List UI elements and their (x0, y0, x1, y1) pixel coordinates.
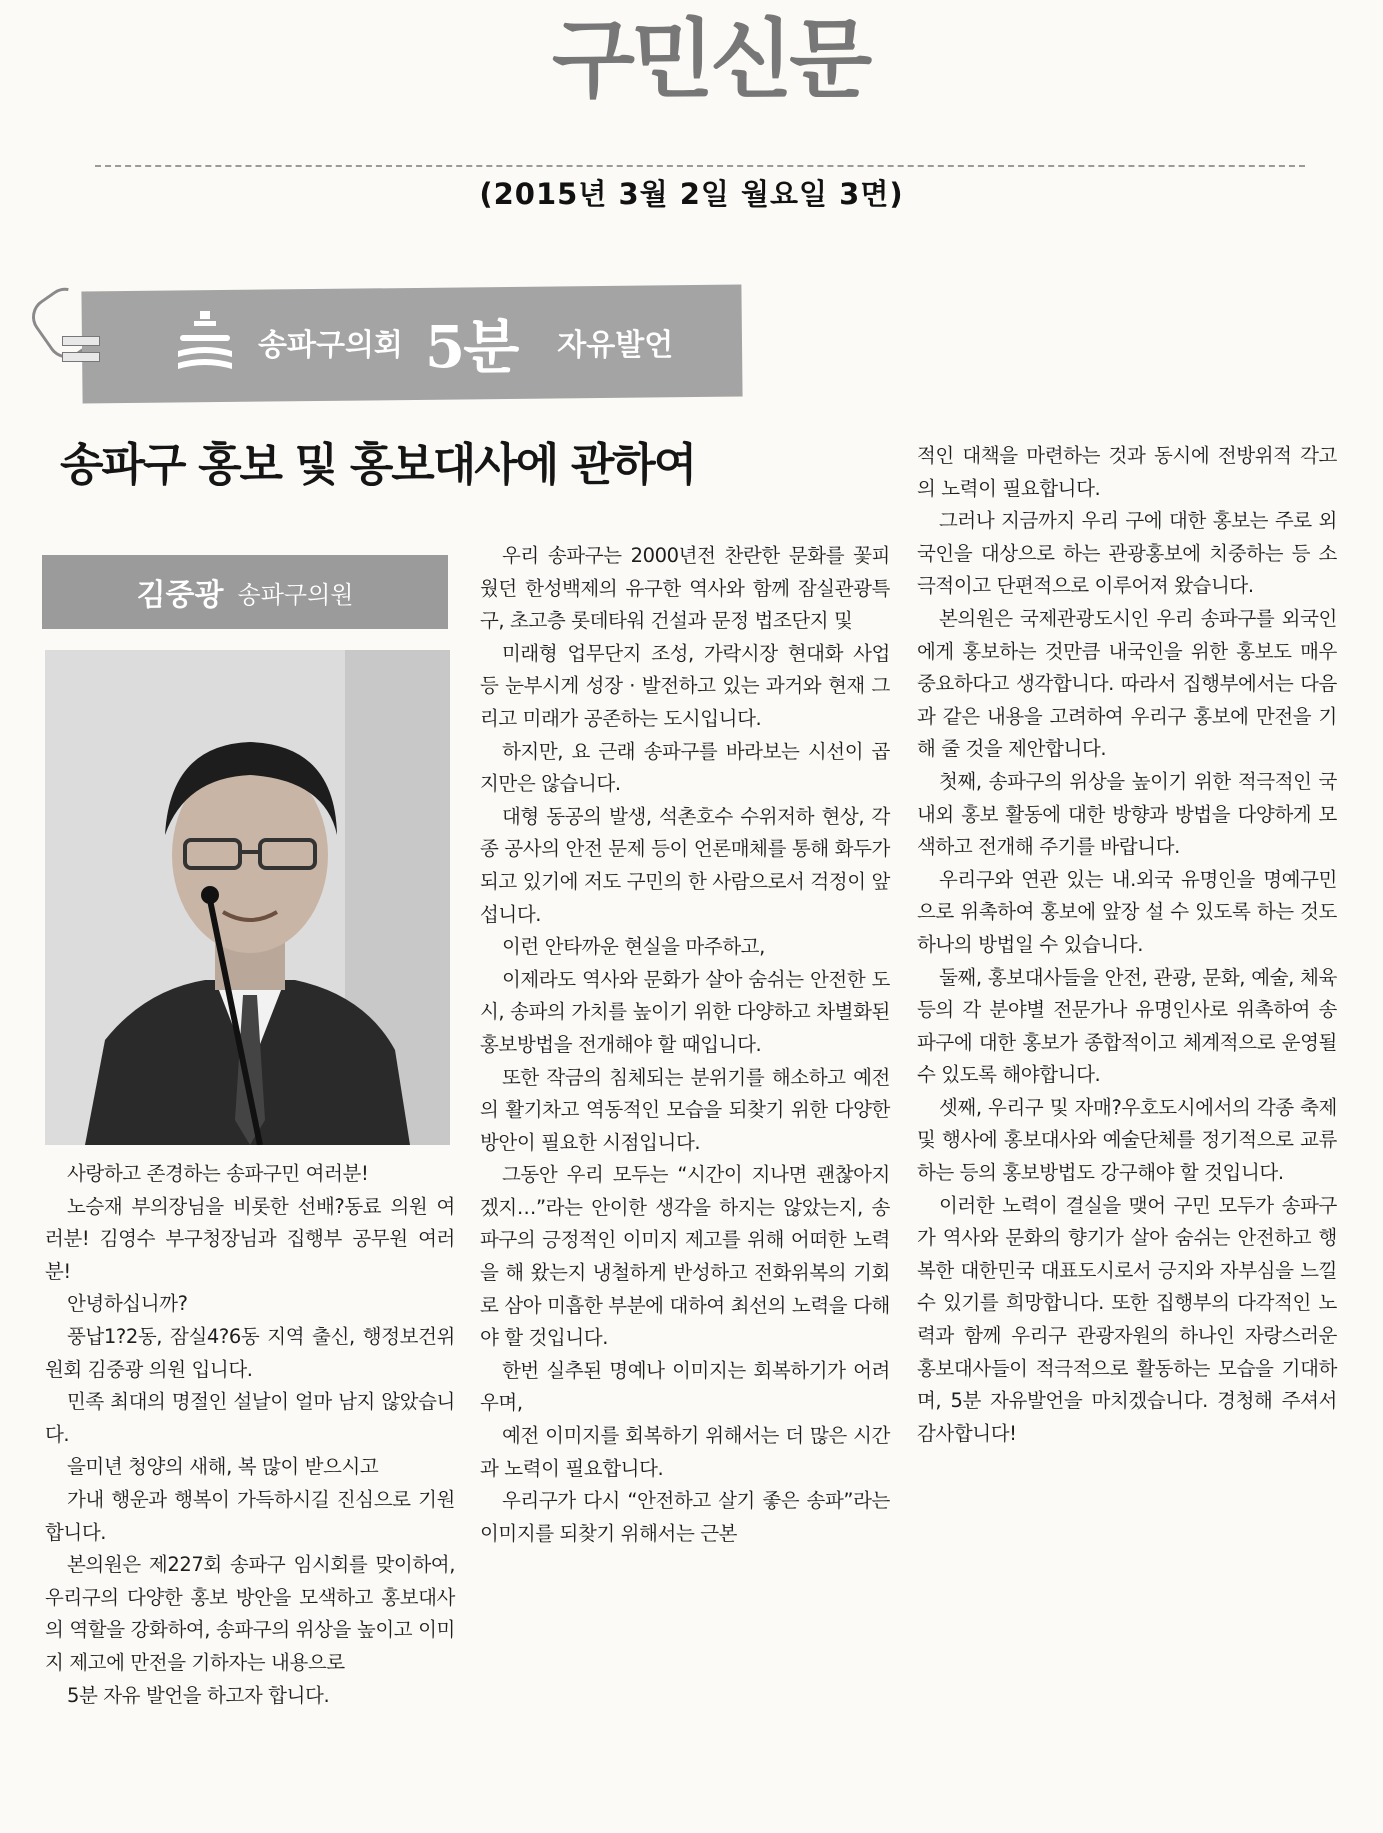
paragraph: 우리 송파구는 2000년전 찬란한 문화를 꽃피웠던 한성백제의 유구한 역사와 함께 잠실관광특구, 초고층 롯데타워 건설과 문정 법조단지 및 (480, 544, 890, 633)
article-column-3 (917, 440, 1337, 1450)
author-role: 송파구의원 (237, 580, 354, 609)
banner-prefix: 송파구의회 (258, 328, 403, 363)
paragraph: 가내 행운과 행복이 가득하시길 진심으로 기원합니다. (45, 1487, 455, 1544)
paragraph: 첫째, 송파구의 위상을 높이기 위한 적극적인 국내외 홍보 활동에 대한 방향과 방법을 다양하게 모색하고 전개해 주기를 바랍니다. (917, 769, 1337, 859)
paragraph: 이제라도 역사와 문화가 살아 숨쉬는 안전한 도시, 송파의 가치를 높이기 위한 다양하고 차별화된 홍보방법을 전개해야 할 때입니다. (480, 967, 890, 1056)
paragraph: 그러나 지금까지 우리 구에 대한 홍보는 주로 외국인을 대상으로 하는 관광홍보에 치중하는 등 소극적이고 단편적으로 이루어져 왔습니다. (917, 509, 1337, 598)
paragraph: 우리구가 다시 “안전하고 살기 좋은 송파”라는 이미지를 되찾기 위해서는 근본 (480, 1489, 890, 1545)
author-photo (45, 650, 450, 1145)
author-name: 김중광 (136, 578, 224, 613)
article-column-1 (45, 1158, 455, 1712)
paragraph: 5분 자유 발언을 하고자 합니다. (67, 1683, 330, 1707)
paragraph: 본의원은 국제관광도시인 우리 송파구를 외국인에게 홍보하는 것만큼 내국인을 위한 홍보도 매우 중요하다고 생각합니다. 따라서 집행부에서는 다음과 같은 내용을 고려하여 우리구 홍보에 만전을 기해 줄 것을 제안합니다. (917, 606, 1337, 761)
banner-five-minutes: 5분 (424, 313, 518, 381)
paragraph: 한번 실추된 명예나 이미지는 회복하기가 어려우며, (480, 1358, 890, 1415)
paragraph: 적인 대책을 마련하는 것과 동시에 전방위적 각고의 노력이 필요합니다. (917, 444, 1337, 500)
paragraph: 이러한 노력이 결실을 맺어 구민 모두가 송파구가 역사와 문화의 향기가 살아 숨쉬는 안전하고 행복한 대한민국 대표도시로서 긍지와 자부심을 느낄 수 있기를 희망합니다. 또한 집행부의 다각적인 노력과 함께 우리구 관광자원의 하나인 자랑스러운 홍보대사들이 적극적으로 활동하는 모습을 기대하며, 5분 자유발언을 마치겠습니다. 경청해 주셔서 감사합니다! (917, 1193, 1337, 1445)
paragraph: 그동안 우리 모두는 “시간이 지나면 괜찮아지겠지…”라는 안이한 생각을 하지는 않았는지, 송파구의 긍정적인 이미지 제고를 위해 어떠한 노력을 해 왔는지 냉철하게 반성하고 전화위복의 기회로 삼아 미흡한 부분에 대하여 최선의 노력을 다해야 할 것입니다. (480, 1163, 890, 1350)
paragraph: 이런 안타까운 현실을 마주하고, (502, 935, 765, 959)
article-column-2 (480, 540, 890, 1550)
author-box (42, 555, 448, 629)
paragraph: 하지만, 요 근래 송파구를 바라보는 시선이 곱지만은 않습니다. (480, 739, 890, 796)
paragraph: 풍납1?2동, 잠실4?6동 지역 출신, 행정보건위원회 김중광 의원 입니다. (45, 1324, 455, 1381)
paragraph: 미래형 업무단지 조성, 가락시장 현대화 사업 등 눈부시게 성장 · 발전하고 있는 과거와 현재 그리고 미래가 공존하는 도시입니다. (480, 641, 890, 730)
paragraph: 사랑하고 존경하는 송파구민 여러분! (67, 1162, 369, 1185)
paragraph: 안녕하십니까? (67, 1292, 188, 1316)
paragraph: 예전 이미지를 회복하기 위해서는 더 많은 시간과 노력이 필요합니다. (480, 1424, 890, 1480)
paragraph: 우리구와 연관 있는 내.외국 유명인을 명예구민으로 위촉하여 홍보에 앞장 설 수 있도록 하는 것도 하나의 방법일 수 있습니다. (917, 867, 1337, 956)
paragraph: 민족 최대의 명절인 설날이 얼마 남지 않았습니다. (45, 1390, 455, 1446)
paragraph: 노승재 부의장님을 비롯한 선배?동료 의원 여러분! 김영수 부구청장님과 집행부 공무원 여러분! (45, 1194, 455, 1283)
section-banner-content (70, 292, 750, 392)
paragraph: 셋째, 우리구 및 자매?우호도시에서의 각종 축제 및 행사에 홍보대사와 예술단체를 정기적으로 교류하는 등의 홍보방법도 강구해야 할 것입니다. (917, 1095, 1337, 1185)
paragraph: 또한 작금의 침체되는 분위기를 해소하고 예전의 활기차고 역동적인 모습을 되찾기 위한 다양한 방안이 필요한 시점입니다. (480, 1065, 890, 1154)
masthead-divider (95, 165, 1305, 167)
paragraph: 대형 동공의 발생, 석촌호수 수위저하 현상, 각종 공사의 안전 문제 등이 언론매체를 통해 화두가 되고 있기에 저도 구민의 한 사람으로서 걱정이 앞섭니다. (480, 804, 890, 926)
paragraph: 본의원은 제227회 송파구 임시회를 맞이하여, 우리구의 다양한 홍보 방안을 모색하고 홍보대사의 역할을 강화하여, 송파구의 위상을 높이고 이미지 제고에 만전을 기하자는 내용으로 (45, 1553, 455, 1674)
council-emblem-icon (170, 307, 240, 377)
banner-suffix: 자유발언 (557, 328, 674, 363)
paragraph: 을미년 청양의 새해, 복 많이 받으시고 (67, 1455, 379, 1479)
article-headline: 송파구 홍보 및 홍보대사에 관하여 (60, 438, 696, 491)
dateline: (2015년 3월 2일 월요일 3면) (479, 177, 904, 211)
paragraph: 둘째, 홍보대사들을 안전, 관광, 문화, 예술, 체육 등의 각 분야별 전문가나 유명인사로 위촉하여 송파구에 대한 홍보가 종합적이고 체계적으로 운영될 수 있도록 해야합니다. (917, 965, 1337, 1087)
newspaper-name: 구민신문 (551, 9, 869, 110)
